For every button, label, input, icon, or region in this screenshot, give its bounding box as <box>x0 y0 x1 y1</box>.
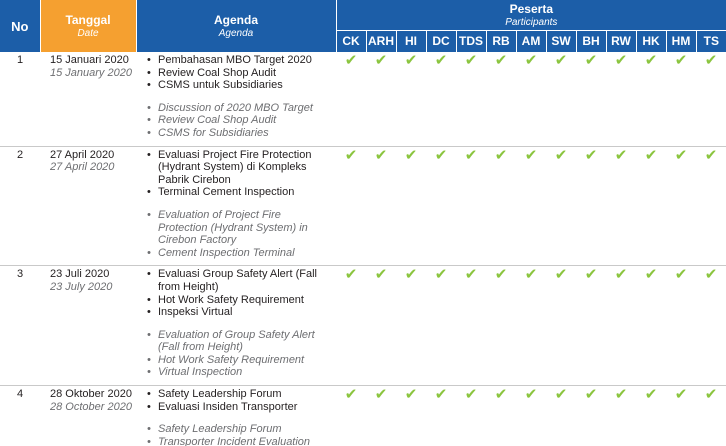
agenda-list-en <box>144 209 332 259</box>
check-icon: ✔ <box>516 52 546 146</box>
agenda-item: • Evaluasi Project Fire Protection (Hydrant System) di Kompleks Pabrik Cirebon <box>144 149 332 187</box>
header-agenda-en: Agenda <box>218 28 254 39</box>
check-icon: ✔ <box>636 266 666 386</box>
check-icon: ✔ <box>636 146 666 266</box>
check-icon: ✔ <box>696 52 726 146</box>
check-icon: ✔ <box>396 386 426 446</box>
row-date-cell <box>40 266 136 386</box>
row-agenda-cell <box>136 146 336 266</box>
participant-code: HI <box>396 30 426 52</box>
check-icon: ✔ <box>576 386 606 446</box>
check-icon: ✔ <box>666 52 696 146</box>
table-row <box>0 386 726 446</box>
agenda-item: • Pembahasan MBO Target 2020 <box>144 54 332 67</box>
row-number: 4 <box>0 386 40 446</box>
header-peserta-label: Peserta <box>509 1 553 16</box>
row-date-cell <box>40 146 136 266</box>
row-number: 2 <box>0 146 40 266</box>
agenda-item-en: • Evaluation of Project Fire Protection (Hydrant System) in Cirebon Factory <box>144 209 332 247</box>
row-date: 15 Januari 2020 <box>50 54 129 66</box>
header-tanggal <box>40 0 136 52</box>
agenda-item: • Evaluasi Group Safety Alert (Fall from Height) <box>144 268 332 293</box>
header-no-label: No <box>11 18 29 34</box>
check-icon: ✔ <box>336 52 366 146</box>
check-icon: ✔ <box>666 146 696 266</box>
check-icon: ✔ <box>366 266 396 386</box>
agenda-item-en: • Transporter Incident Evaluation <box>144 436 332 446</box>
check-icon: ✔ <box>366 386 396 446</box>
header-no <box>0 0 40 52</box>
check-icon: ✔ <box>336 146 366 266</box>
check-icon: ✔ <box>696 266 726 386</box>
table-row <box>0 266 726 386</box>
check-icon: ✔ <box>486 146 516 266</box>
row-date-en: 15 January 2020 <box>50 66 132 79</box>
agenda-item-en: • Cement Inspection Terminal <box>144 247 332 260</box>
check-icon: ✔ <box>456 386 486 446</box>
agenda-list <box>144 388 332 413</box>
participant-code: CK <box>336 30 366 52</box>
agenda-item-en: • Evaluation of Group Safety Alert (Fall from Height) <box>144 329 332 354</box>
check-icon: ✔ <box>426 266 456 386</box>
row-agenda-cell <box>136 52 336 146</box>
check-icon: ✔ <box>546 386 576 446</box>
agenda-item: • Hot Work Safety Requirement <box>144 294 332 307</box>
agenda-list-en <box>144 102 332 140</box>
participant-code: TS <box>696 30 726 52</box>
participant-code: ARH <box>366 30 396 52</box>
row-date-en: 28 October 2020 <box>50 400 132 413</box>
row-number: 1 <box>0 52 40 146</box>
agenda-item: • Terminal Cement Inspection <box>144 186 332 199</box>
check-icon: ✔ <box>576 146 606 266</box>
header-agenda-label: Agenda <box>213 13 258 27</box>
participant-code: HK <box>636 30 666 52</box>
participant-code: DC <box>426 30 456 52</box>
meeting-rows <box>0 52 726 446</box>
agenda-list-en <box>144 423 332 446</box>
agenda-item-en: • Discussion of 2020 MBO Target <box>144 102 332 115</box>
check-icon: ✔ <box>546 266 576 386</box>
agenda-list <box>144 54 332 92</box>
check-icon: ✔ <box>336 266 366 386</box>
agenda-item: • Review Coal Shop Audit <box>144 67 332 80</box>
check-icon: ✔ <box>336 386 366 446</box>
participant-code: RB <box>486 30 516 52</box>
check-icon: ✔ <box>696 386 726 446</box>
agenda-list-en <box>144 329 332 379</box>
check-icon: ✔ <box>516 146 546 266</box>
check-icon: ✔ <box>396 52 426 146</box>
row-date-en: 23 July 2020 <box>50 280 113 293</box>
participant-code: AM <box>516 30 546 52</box>
agenda-item-en: • CSMS for Subsidiaries <box>144 127 332 140</box>
row-agenda-cell <box>136 266 336 386</box>
header-tanggal-en: Date <box>77 28 99 39</box>
participant-code: BH <box>576 30 606 52</box>
agenda-list <box>144 268 332 318</box>
header-peserta-en: Participants <box>505 16 558 28</box>
agenda-item: • Inspeksi Virtual <box>144 306 332 319</box>
row-date: 23 Juli 2020 <box>50 268 110 281</box>
check-icon: ✔ <box>606 52 636 146</box>
check-icon: ✔ <box>456 52 486 146</box>
check-icon: ✔ <box>426 386 456 446</box>
check-icon: ✔ <box>426 52 456 146</box>
check-icon: ✔ <box>666 266 696 386</box>
row-number: 3 <box>0 266 40 386</box>
table-row <box>0 146 726 266</box>
participant-code: SW <box>546 30 576 52</box>
check-icon: ✔ <box>486 52 516 146</box>
check-icon: ✔ <box>366 52 396 146</box>
row-agenda-cell <box>136 386 336 446</box>
header-agenda <box>136 0 336 52</box>
check-icon: ✔ <box>486 266 516 386</box>
check-icon: ✔ <box>666 386 696 446</box>
check-icon: ✔ <box>636 52 666 146</box>
participant-code: HM <box>666 30 696 52</box>
table-row <box>0 52 726 146</box>
agenda-item-en: • Safety Leadership Forum <box>144 423 332 436</box>
check-icon: ✔ <box>606 386 636 446</box>
check-icon: ✔ <box>396 266 426 386</box>
check-icon: ✔ <box>606 266 636 386</box>
check-icon: ✔ <box>696 146 726 266</box>
row-date: 28 Oktober 2020 <box>50 388 132 401</box>
check-icon: ✔ <box>456 146 486 266</box>
check-icon: ✔ <box>576 52 606 146</box>
participant-code: TDS <box>456 30 486 52</box>
row-date: 27 April 2020 <box>50 148 115 161</box>
agenda-item-en: • Review Coal Shop Audit <box>144 114 332 127</box>
check-icon: ✔ <box>426 146 456 266</box>
check-icon: ✔ <box>486 386 516 446</box>
check-icon: ✔ <box>546 146 576 266</box>
check-icon: ✔ <box>396 146 426 266</box>
agenda-item: • Safety Leadership Forum <box>144 388 332 401</box>
agenda-item: • Evaluasi Insiden Transporter <box>144 401 332 414</box>
header-tanggal-label: Tanggal <box>65 13 111 27</box>
check-icon: ✔ <box>576 266 606 386</box>
check-icon: ✔ <box>606 146 636 266</box>
check-icon: ✔ <box>366 146 396 266</box>
agenda-item: • CSMS untuk Subsidiaries <box>144 79 332 92</box>
agenda-list <box>144 149 332 199</box>
check-icon: ✔ <box>516 386 546 446</box>
check-icon: ✔ <box>546 52 576 146</box>
header-peserta <box>336 0 726 30</box>
row-date-cell <box>40 52 136 146</box>
row-date-cell <box>40 386 136 446</box>
participant-code: RW <box>606 30 636 52</box>
row-date-en: 27 April 2020 <box>50 161 115 174</box>
agenda-item-en: • Hot Work Safety Requirement <box>144 354 332 367</box>
agenda-item-en: • Virtual Inspection <box>144 366 332 379</box>
check-icon: ✔ <box>456 266 486 386</box>
check-icon: ✔ <box>636 386 666 446</box>
check-icon: ✔ <box>516 266 546 386</box>
